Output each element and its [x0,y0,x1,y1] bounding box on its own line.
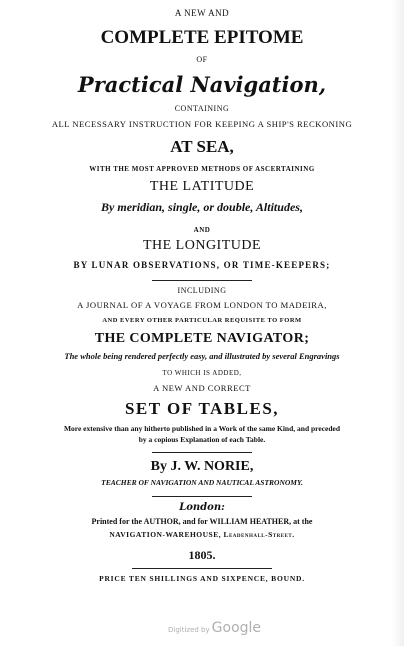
author-name: By J. W. NORIE, [150,459,254,474]
watermark-prefix: Digitized by [168,626,210,634]
title-longitude: THE LONGITUDE [142,238,262,253]
title-requisite: AND EVERY OTHER PARTICULAR REQUISITE TO FORM [102,317,302,324]
title-extensive-1: More extensive than any hitherto published in a Work of the same Kind, and preceded [63,424,341,433]
title-altitudes: By meridian, single, or double, Altitudes, [101,200,303,214]
divider-1 [152,280,252,281]
page-edge [392,0,404,646]
title-complete-navigator: THE COMPLETE NAVIGATOR; [94,331,310,346]
imprint-printer: Printed for the AUTHOR, and for WILLIAM HEATHER, at the [91,517,313,526]
digitized-watermark [168,620,278,636]
title-engravings: The whole being rendered perfectly easy, and illustrated by several Engravings [64,351,340,361]
title-extensive-2: by a copious Explanation of each Table. [138,435,266,444]
title-journal: A JOURNAL OF A VOYAGE FROM LONDON TO MADEIRA, [77,300,327,310]
divider-3 [152,496,252,497]
title-lunar: BY LUNAR OBSERVATIONS, OR TIME-KEEPERS; [73,260,331,270]
title-latitude: THE LATITUDE [149,179,255,194]
imprint-place: London: [179,502,225,513]
title-instruction: ALL NECESSARY INSTRUCTION FOR KEEPING A SHIP'S RECKONING [51,119,353,129]
title-to-which: TO WHICH IS ADDED, [162,369,242,377]
title-and: AND [193,226,211,234]
title-new-correct: A NEW AND CORRECT [153,383,251,393]
watermark-brand: Google [211,620,262,636]
divider-2 [152,452,252,453]
title-set-of-tables: SET OF TABLES, [124,399,280,418]
title-at-sea: AT SEA, [170,137,234,156]
title-methods: WITH THE MOST APPROVED METHODS OF ASCERTAINING [89,165,315,173]
title-containing: CONTAINING [174,104,230,113]
imprint-warehouse: NAVIGATION-WAREHOUSE, Leadenhall-Street. [109,530,295,539]
imprint-year: 1805. [188,548,216,562]
title-including: INCLUDING [177,286,227,295]
title-practical-navigation: Practical Navigation, [77,72,327,97]
title-main: COMPLETE EPITOME [100,27,304,48]
title-of: OF [196,55,208,64]
divider-4 [132,568,272,569]
price-line: PRICE TEN SHILLINGS AND SIXPENCE, BOUND. [99,574,305,583]
author-title: TEACHER OF NAVIGATION AND NAUTICAL ASTRONOMY. [101,478,303,487]
title-line-1: A NEW AND [174,8,230,18]
